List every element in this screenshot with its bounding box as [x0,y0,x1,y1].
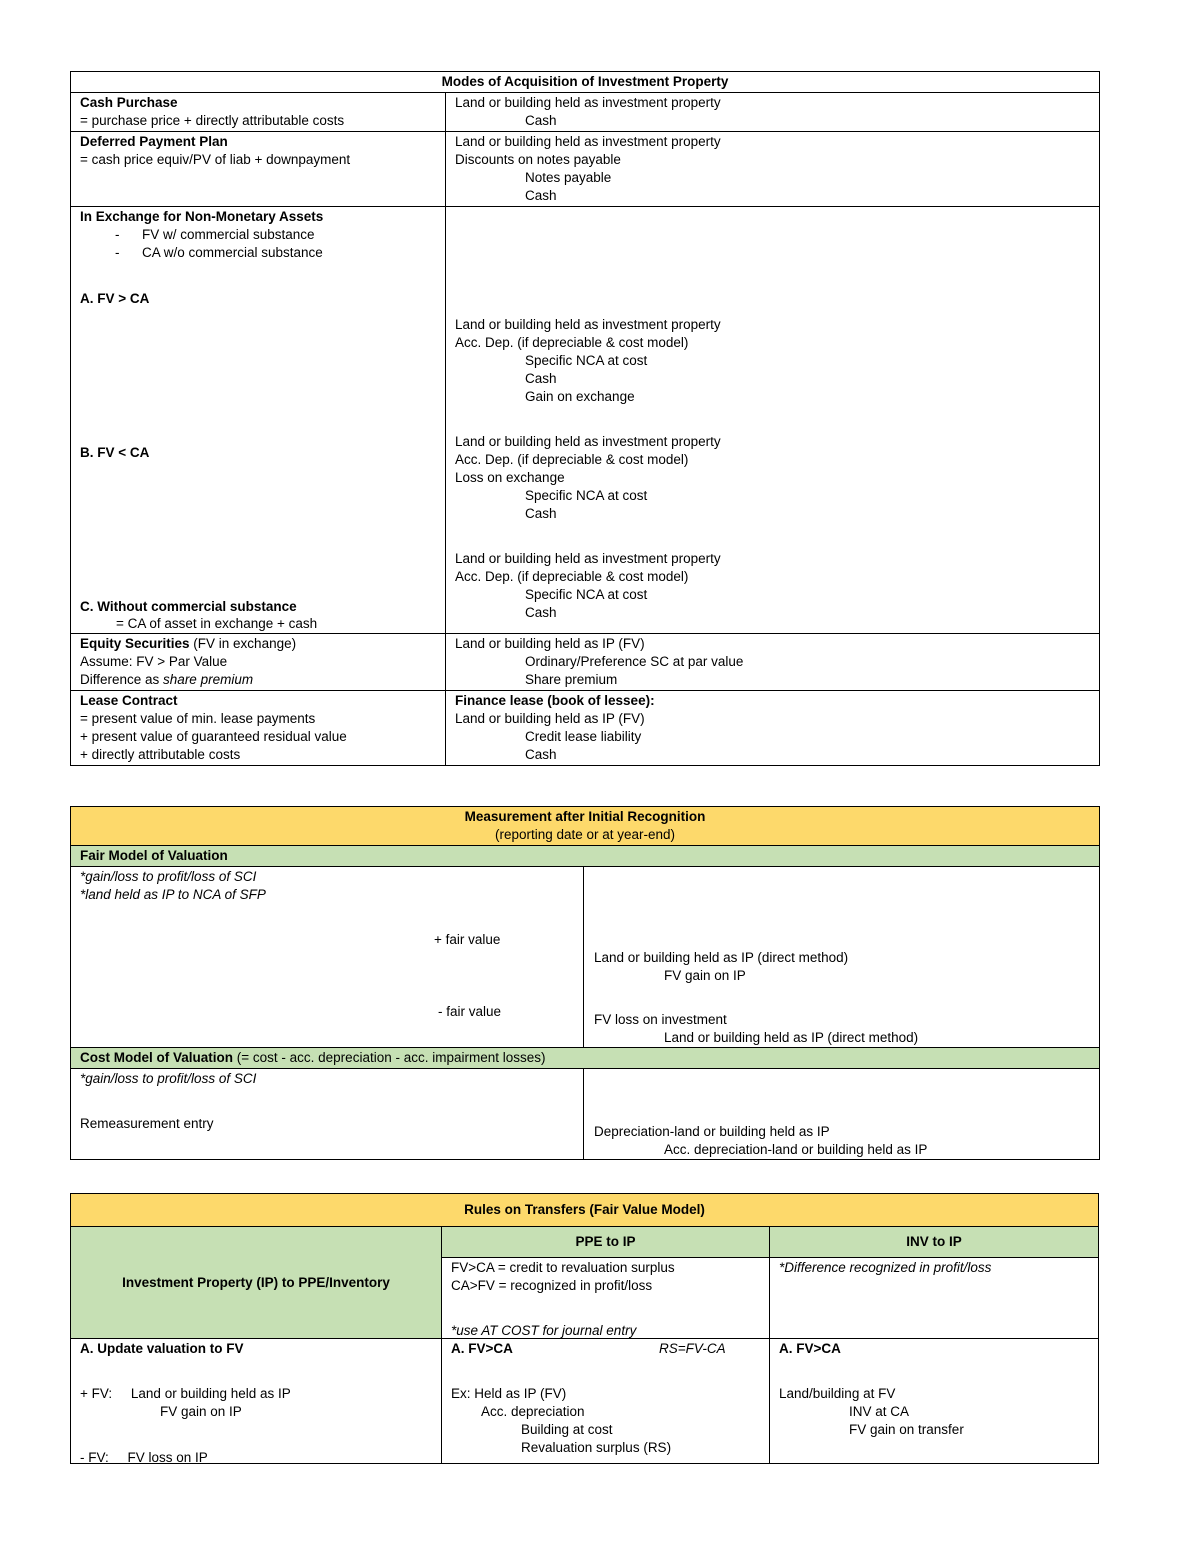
journal-debit: Land/building at FV [779,1386,896,1401]
depreciation-entry [594,1123,927,1159]
fair-model-row [71,867,1100,1048]
plus-fv-prefix: + FV: [80,1386,113,1401]
journal-debit: Land or building held as investment property [455,95,721,110]
cost-model-note: *gain/loss to profit/loss of SCI [80,1071,257,1086]
acquisition-table [70,71,1100,766]
journal-credit: Acc. depreciation-land or building held as IP [664,1142,928,1157]
minus-fv-entry [80,1449,208,1467]
cash-purchase-formula: = purchase price + directly attributable costs [80,113,345,128]
journal-credit: FV gain on transfer [849,1422,964,1437]
exchange-label: In Exchange for Non-Monetary Assets [80,209,324,224]
journal-entry-a [455,316,721,406]
inv-to-ip-header: INV to IP [770,1227,1099,1258]
deferred-payment-formula: = cash price equiv/PV of liab + downpayment [80,152,351,167]
bullet-item: - FV w/ commercial substance [115,227,315,242]
journal-debit: Land or building held as IP (direct method) [594,950,849,965]
journal-credit: Building at cost [521,1422,613,1437]
journal-credit: Ordinary/Preference SC at par value [525,654,744,669]
journal-debit: Acc. Dep. (if depreciable & cost model) [455,569,689,584]
no-commercial-substance-label: C. Without commercial substance [80,599,297,614]
journal-credit: Cash [525,506,557,521]
journal-credit: FV gain on IP [160,1404,242,1419]
journal-debit: FV loss on investment [594,1012,727,1027]
journal-credit: FV gain on IP [664,968,746,983]
no-commercial-substance-formula: = CA of asset in exchange + cash [116,616,318,631]
lease-contract-label: Lease Contract [80,693,178,708]
cost-model-label: Cost Model of Valuation [80,1050,234,1065]
lease-formula-line: + directly attributable costs [80,747,241,762]
journal-debit: FV loss on IP [127,1450,208,1465]
journal-entry-b [455,433,721,523]
remeasurement-entry-label: Remeasurement entry [80,1116,214,1131]
fv-loss-entry [594,1011,918,1047]
journal-debit: Land or building held as IP (FV) [455,711,645,726]
journal-debit: Land or building held as investment property [455,317,721,332]
journal-credit: Revaluation surplus (RS) [521,1440,672,1455]
finance-lease-title: Finance lease (book of lessee): [455,693,655,708]
deferred-payment-label: Deferred Payment Plan [80,134,228,149]
fair-model-note: *land held as IP to NCA of SFP [80,887,266,902]
journal-credit: Share premium [525,672,618,687]
journal-credit: Cash [525,747,557,762]
fv-less-ca-label: B. FV < CA [80,445,150,460]
fv-greater-ca-label: A. FV > CA [80,291,150,306]
transfers-table [70,1193,1099,1464]
journal-debit: Land or building held as investment property [455,134,721,149]
inv-rule: *Difference recognized in profit/loss [779,1260,992,1275]
journal-debit: Ex: Held as IP (FV) [451,1386,567,1401]
cash-purchase-row [71,93,1100,132]
journal-debit: Acc. Dep. (if depreciable & cost model) [455,335,689,350]
measurement-title: Measurement after Initial Recognition [464,809,706,824]
ppe-fv-greater-ca-label: A. FV>CA [451,1341,513,1356]
ip-to-ppe-header: Investment Property (IP) to PPE/Inventory [71,1227,442,1339]
fv-gain-entry [594,949,848,985]
bullet-item: - CA w/o commercial substance [115,245,323,260]
ppe-transfer-entry [451,1385,671,1457]
inv-transfer-entry [779,1385,964,1439]
journal-credit: Gain on exchange [525,389,635,404]
journal-credit: Cash [525,188,557,203]
bullet-text: FV w/ commercial substance [142,227,315,242]
journal-debit: Land or building held as investment property [455,434,721,449]
lease-formula-line: = present value of min. lease payments [80,711,316,726]
journal-credit: Cash [525,605,557,620]
deferred-payment-row [71,132,1100,207]
lease-formula-line: + present value of guaranteed residual value [80,729,347,744]
journal-entry-c [455,550,721,622]
equity-securities-row [71,634,1100,691]
cash-purchase-label: Cash Purchase [80,95,178,110]
journal-credit: INV at CA [849,1404,910,1419]
journal-debit: Depreciation-land or building held as IP [594,1124,830,1139]
journal-debit: Land or building held as IP [130,1386,291,1401]
journal-credit: Credit lease liability [525,729,642,744]
lease-contract-row [71,691,1100,766]
revaluation-surplus-formula: RS=FV-CA [659,1341,726,1356]
journal-debit: Land or building held as investment property [455,551,721,566]
journal-credit: Cash [525,113,557,128]
cost-model-label-row [71,1048,1100,1069]
journal-credit: Specific NCA at cost [525,587,648,602]
journal-debit: Acc. depreciation [481,1404,585,1419]
exchange-row [71,207,1100,634]
acquisition-title: Modes of Acquisition of Investment Property [71,72,1100,93]
cost-model-formula: (= cost - acc. depreciation - acc. impairment losses) [233,1050,546,1065]
journal-debit: Discounts on notes payable [455,152,621,167]
ppe-rule: FV>CA = credit to revaluation surplus [451,1260,675,1275]
journal-credit: Specific NCA at cost [525,353,648,368]
journal-debit: Acc. Dep. (if depreciable & cost model) [455,452,689,467]
journal-credit: Specific NCA at cost [525,488,648,503]
minus-fv-prefix: - FV: [80,1450,109,1465]
journal-credit: Land or building held as IP (direct method) [664,1030,919,1045]
journal-debit: Land or building held as IP (FV) [455,636,645,651]
cost-model-row [71,1069,1100,1160]
minus-fair-value: - fair value [438,1004,502,1019]
measurement-subtitle: (reporting date or at year-end) [494,827,676,842]
fair-model-label: Fair Model of Valuation [71,846,1100,867]
journal-credit: Notes payable [525,170,612,185]
measurement-header [71,807,1100,846]
ppe-at-cost-note: *use AT COST for journal entry [451,1323,637,1338]
inv-fv-greater-ca-label: A. FV>CA [779,1341,841,1356]
ppe-to-ip-header: PPE to IP [442,1227,770,1258]
bullet-text: CA w/o commercial substance [142,245,323,260]
plus-fv-entry [80,1385,291,1421]
measurement-table [70,806,1100,1160]
journal-debit: Loss on exchange [455,470,565,485]
equity-securities-suffix: (FV in exchange) [189,636,297,651]
equity-securities-label: Equity Securities [80,636,190,651]
fair-model-note: *gain/loss to profit/loss of SCI [80,869,257,884]
equity-assumption: Assume: FV > Par Value [80,654,228,669]
equity-difference-term: share premium [163,672,254,687]
transfers-title: Rules on Transfers (Fair Value Model) [71,1194,1099,1227]
update-valuation-label: A. Update valuation to FV [80,1341,244,1356]
equity-difference-prefix: Difference as [80,672,164,687]
ppe-rule: CA>FV = recognized in profit/loss [451,1278,653,1293]
plus-fair-value: + fair value [434,932,501,947]
journal-credit: Cash [525,371,557,386]
